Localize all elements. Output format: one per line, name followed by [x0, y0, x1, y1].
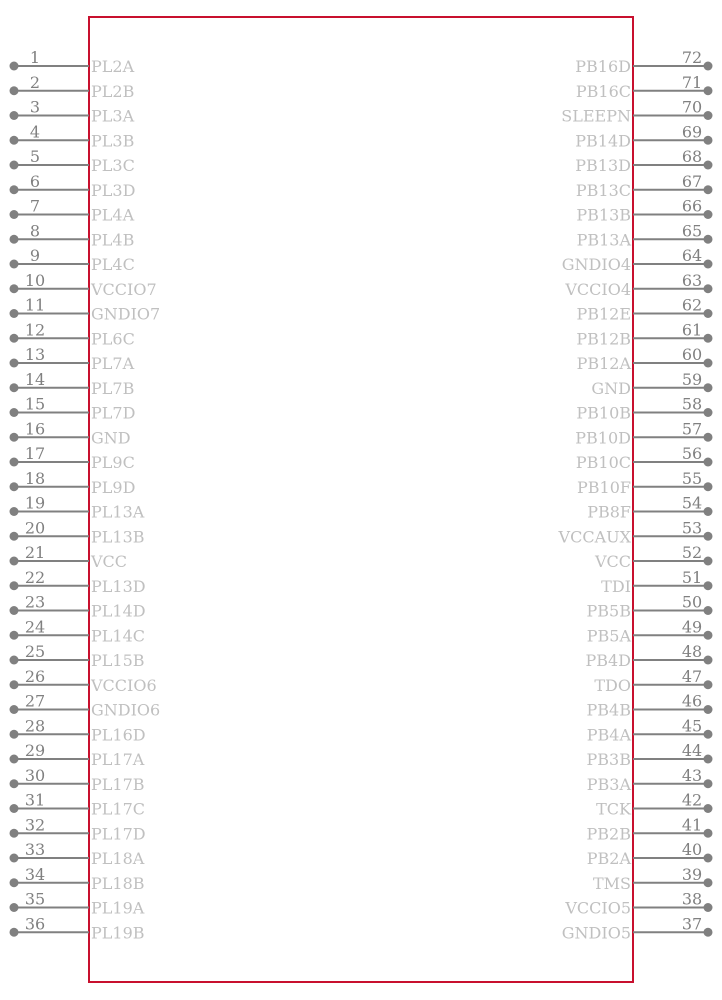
pin-endpoint-dot — [704, 779, 713, 788]
pin-number: 72 — [681, 48, 703, 67]
pin-number: 17 — [24, 444, 46, 463]
pin-number: 10 — [24, 270, 46, 290]
pin-endpoint-dot — [10, 507, 19, 516]
pin-name: PL13A — [91, 502, 145, 522]
pin-endpoint-dot — [10, 829, 19, 838]
pin-number: 35 — [24, 889, 46, 909]
pin-number: 47 — [681, 666, 703, 686]
pin-number: 5 — [29, 147, 41, 166]
pin-number: 52 — [681, 543, 703, 562]
pin-name: PB4A — [586, 725, 631, 745]
pin-name: PL4A — [91, 205, 135, 225]
pin-name: GNDIO7 — [91, 304, 161, 324]
pin-number: 4 — [29, 122, 41, 142]
pin-number: 62 — [681, 295, 703, 315]
pin-endpoint-dot — [704, 631, 713, 640]
pin-endpoint-dot — [704, 730, 713, 739]
pin-name: PL19B — [91, 923, 145, 943]
pin-endpoint-dot — [704, 680, 713, 689]
pin-name: PL2B — [91, 81, 135, 101]
pin-name: PL9D — [91, 477, 136, 497]
pin-endpoint-dot — [704, 260, 713, 269]
pin-number: 54 — [681, 493, 703, 513]
pin-number: 22 — [24, 567, 46, 587]
pin-number: 41 — [681, 815, 703, 835]
pin-number: 34 — [24, 864, 46, 884]
pin-number: 23 — [24, 592, 46, 612]
pin-number: 70 — [681, 97, 703, 117]
pin-number: 29 — [24, 741, 46, 760]
pin-number: 65 — [681, 221, 703, 241]
right-pin-group — [558, 48, 713, 942]
pin-name: PL16D — [91, 725, 146, 745]
pin-number: 66 — [681, 196, 703, 216]
pin-endpoint-dot — [704, 606, 713, 615]
pin-name: PL6C — [91, 329, 135, 349]
pin-name: PB10C — [575, 453, 631, 472]
pin-name: PB10D — [575, 428, 631, 448]
pin-name: TDI — [601, 576, 631, 596]
pin — [10, 914, 145, 942]
pin-number: 44 — [681, 741, 703, 760]
pin-name: PB12A — [576, 354, 631, 373]
pin-number: 9 — [29, 246, 41, 265]
pin-number: 6 — [29, 171, 41, 191]
pin-name: PL13B — [91, 527, 145, 547]
pin-name: PB2A — [586, 849, 631, 868]
pin-endpoint-dot — [704, 458, 713, 467]
pin — [10, 48, 135, 76]
pin-name: PB10B — [576, 403, 631, 423]
pin-name: TDO — [594, 675, 631, 695]
pin-name: PB13C — [575, 180, 631, 200]
pin-number: 37 — [681, 914, 703, 934]
pin-number: 2 — [29, 72, 41, 92]
pin — [10, 197, 135, 225]
pin-endpoint-dot — [10, 161, 19, 170]
pin-endpoint-dot — [704, 334, 713, 343]
pin-endpoint-dot — [10, 730, 19, 739]
pin-number: 49 — [681, 617, 703, 637]
pin-name: PB10F — [577, 477, 631, 497]
pin-endpoint-dot — [10, 557, 19, 566]
pin-number: 69 — [681, 122, 703, 142]
pin-number: 8 — [29, 221, 41, 241]
pin — [10, 98, 135, 126]
pin-name: PL15B — [91, 651, 145, 670]
pin-name: PB13A — [576, 230, 631, 250]
pin-name: PL13D — [91, 576, 146, 596]
pin-name: PB13D — [575, 156, 631, 175]
pin-name: PL7A — [91, 354, 135, 373]
pin-name: PL3D — [91, 180, 136, 200]
pin-endpoint-dot — [704, 210, 713, 219]
pin-endpoint-dot — [704, 705, 713, 714]
ic-body-outline — [89, 17, 633, 982]
pin-number: 50 — [681, 592, 703, 612]
pin-name: PB8F — [587, 502, 631, 522]
pin-endpoint-dot — [10, 705, 19, 714]
pin-endpoint-dot — [10, 359, 19, 368]
pin-name: PB4B — [586, 700, 631, 720]
pin-name: PL17B — [91, 774, 145, 794]
pin-endpoint-dot — [704, 235, 713, 244]
pin-endpoint-dot — [704, 656, 713, 665]
pin-endpoint-dot — [704, 161, 713, 170]
pin-number: 56 — [681, 444, 703, 463]
pin-name: PL14D — [91, 601, 146, 621]
pin-endpoint-dot — [10, 606, 19, 615]
pin-name: PB2B — [586, 824, 631, 844]
pin-number: 60 — [681, 345, 703, 364]
pin-number: 19 — [24, 493, 46, 513]
pin-name: PL3B — [91, 131, 135, 151]
pin-name: TCK — [596, 799, 631, 819]
pin-number: 40 — [681, 840, 703, 859]
pin-endpoint-dot — [704, 532, 713, 541]
pin-endpoint-dot — [704, 581, 713, 590]
pin-name: PB12B — [576, 329, 631, 349]
pin-name: PL4B — [91, 230, 135, 250]
pin-name: PL7B — [91, 378, 135, 398]
pin-name: PL2A — [91, 57, 135, 76]
pin-endpoint-dot — [10, 309, 19, 318]
pin-number: 36 — [24, 914, 46, 934]
pin-number: 1 — [29, 48, 41, 67]
pin — [10, 73, 135, 101]
pin-endpoint-dot — [10, 458, 19, 467]
pin-endpoint-dot — [704, 507, 713, 516]
pin-endpoint-dot — [704, 136, 713, 145]
pin-name: SLEEPN — [561, 106, 631, 126]
pin-number: 45 — [681, 716, 703, 736]
pin-number: 28 — [24, 716, 46, 736]
pin-name: PL17C — [91, 799, 145, 819]
pin-endpoint-dot — [704, 903, 713, 912]
pin-name: VCCIO5 — [565, 898, 631, 918]
pin-name: GND — [591, 378, 631, 398]
pin-number: 21 — [24, 543, 46, 562]
pin-name: VCC — [91, 552, 128, 571]
pin-name: PB12E — [576, 304, 631, 324]
pin — [10, 172, 136, 200]
pin-endpoint-dot — [10, 581, 19, 590]
pin-number: 26 — [24, 666, 46, 686]
pin-number: 13 — [24, 345, 46, 364]
pin-endpoint-dot — [10, 631, 19, 640]
pin-endpoint-dot — [10, 284, 19, 293]
pin-number: 25 — [24, 642, 46, 661]
pin-endpoint-dot — [10, 111, 19, 120]
pin-number: 20 — [24, 518, 46, 538]
pin-number: 15 — [24, 394, 46, 414]
pin-endpoint-dot — [704, 482, 713, 491]
pin-name: PB14D — [575, 131, 631, 151]
pin-number: 14 — [24, 369, 46, 389]
pin-endpoint-dot — [704, 309, 713, 318]
pin-endpoint-dot — [10, 408, 19, 417]
pin-endpoint-dot — [704, 854, 713, 863]
pin-name: PB5A — [586, 626, 631, 646]
pin-endpoint-dot — [10, 136, 19, 145]
pin-endpoint-dot — [704, 359, 713, 368]
pin-number: 3 — [29, 97, 41, 117]
pin-endpoint-dot — [704, 383, 713, 392]
pin-name: PB4D — [585, 651, 631, 670]
pin-number: 59 — [681, 369, 703, 389]
pin-name: VCCIO4 — [565, 279, 631, 299]
pin-number: 39 — [681, 864, 703, 884]
pin-endpoint-dot — [704, 755, 713, 764]
pin-number: 11 — [24, 295, 46, 315]
pin-endpoint-dot — [704, 557, 713, 566]
pin-number: 42 — [681, 790, 703, 810]
pin-endpoint-dot — [10, 779, 19, 788]
pin-name: PB16C — [575, 81, 631, 101]
pin-name: PL4C — [91, 255, 135, 274]
pin-endpoint-dot — [10, 532, 19, 541]
pin-name: GNDIO5 — [561, 923, 631, 943]
pin-number: 18 — [24, 468, 46, 488]
pin-name: PL17A — [91, 750, 145, 769]
pin-name: VCCAUX — [558, 527, 631, 547]
pin-name: PL3A — [91, 106, 135, 126]
pin-number: 57 — [681, 419, 703, 439]
pin-number: 27 — [24, 691, 46, 711]
pin-number: 67 — [681, 171, 703, 191]
pin-endpoint-dot — [10, 804, 19, 813]
pin-name: PL17D — [91, 824, 146, 844]
pin-number: 51 — [681, 567, 703, 587]
pin-name: GNDIO4 — [561, 255, 631, 274]
pin-name: PL19A — [91, 898, 145, 918]
pin-number: 38 — [681, 889, 703, 909]
pin-endpoint-dot — [10, 755, 19, 764]
pin-name: PB3B — [586, 750, 631, 769]
pin-name: VCC — [594, 552, 631, 571]
pin-name: PL7D — [91, 403, 136, 423]
pin-endpoint-dot — [704, 284, 713, 293]
pin-number: 58 — [681, 394, 703, 414]
pin-endpoint-dot — [10, 680, 19, 689]
pin-number: 48 — [681, 642, 703, 661]
pin-endpoint-dot — [704, 408, 713, 417]
pin-endpoint-dot — [10, 928, 19, 937]
pin-endpoint-dot — [10, 334, 19, 343]
left-pin-group — [10, 48, 161, 942]
pin-number: 55 — [681, 468, 703, 488]
pin-endpoint-dot — [10, 433, 19, 442]
pin-name: TMS — [592, 873, 631, 893]
pin-endpoint-dot — [10, 185, 19, 194]
pin-number: 64 — [681, 246, 703, 265]
pin-number: 7 — [29, 196, 41, 216]
pin-endpoint-dot — [10, 854, 19, 863]
pin-number: 12 — [24, 320, 46, 340]
pin-name: PL3C — [91, 156, 135, 175]
pin-endpoint-dot — [704, 185, 713, 194]
pin-name: PB5B — [586, 601, 631, 621]
pin-number: 24 — [24, 617, 46, 637]
pin-endpoint-dot — [704, 878, 713, 887]
pin — [10, 122, 135, 150]
pin-name: PL14C — [91, 626, 145, 646]
pin-number: 33 — [24, 840, 46, 859]
pin-endpoint-dot — [10, 482, 19, 491]
pin-number: 53 — [681, 518, 703, 538]
pin-name: PB13B — [576, 205, 631, 225]
pin-number: 63 — [681, 270, 703, 290]
pin — [10, 221, 135, 249]
pin-number: 30 — [24, 765, 46, 785]
pin-number: 16 — [24, 419, 46, 439]
pin-number: 46 — [681, 691, 703, 711]
pin-name: GND — [91, 428, 131, 448]
pin-endpoint-dot — [704, 829, 713, 838]
pin-number: 43 — [681, 765, 703, 785]
pin-number: 32 — [24, 815, 46, 835]
pin-endpoint-dot — [10, 383, 19, 392]
pin — [10, 147, 135, 175]
pin-endpoint-dot — [10, 86, 19, 95]
pin-endpoint-dot — [10, 903, 19, 912]
pin-endpoint-dot — [704, 433, 713, 442]
pin-endpoint-dot — [704, 62, 713, 71]
pin-number: 71 — [681, 72, 703, 92]
pin-number: 31 — [24, 790, 46, 810]
pin-name: VCCIO6 — [91, 675, 157, 695]
pin-name: PB3A — [586, 774, 631, 794]
pin-endpoint-dot — [10, 656, 19, 665]
pin-endpoint-dot — [704, 86, 713, 95]
pin-name: PL18B — [91, 873, 145, 893]
pin-endpoint-dot — [704, 804, 713, 813]
pin-endpoint-dot — [10, 260, 19, 269]
pin-name: PB16D — [575, 57, 631, 76]
pin-name: PL9C — [91, 453, 135, 472]
pin-number: 68 — [681, 147, 703, 166]
pin-endpoint-dot — [10, 235, 19, 244]
pin-name: GNDIO6 — [91, 700, 161, 720]
pin-endpoint-dot — [704, 928, 713, 937]
pin-name: VCCIO7 — [91, 279, 157, 299]
pin-name: PL18A — [91, 849, 145, 868]
pin-endpoint-dot — [704, 111, 713, 120]
pin-endpoint-dot — [10, 878, 19, 887]
pin — [562, 914, 713, 942]
pin-endpoint-dot — [10, 210, 19, 219]
pin-number: 61 — [681, 320, 703, 340]
pin-endpoint-dot — [10, 62, 19, 71]
